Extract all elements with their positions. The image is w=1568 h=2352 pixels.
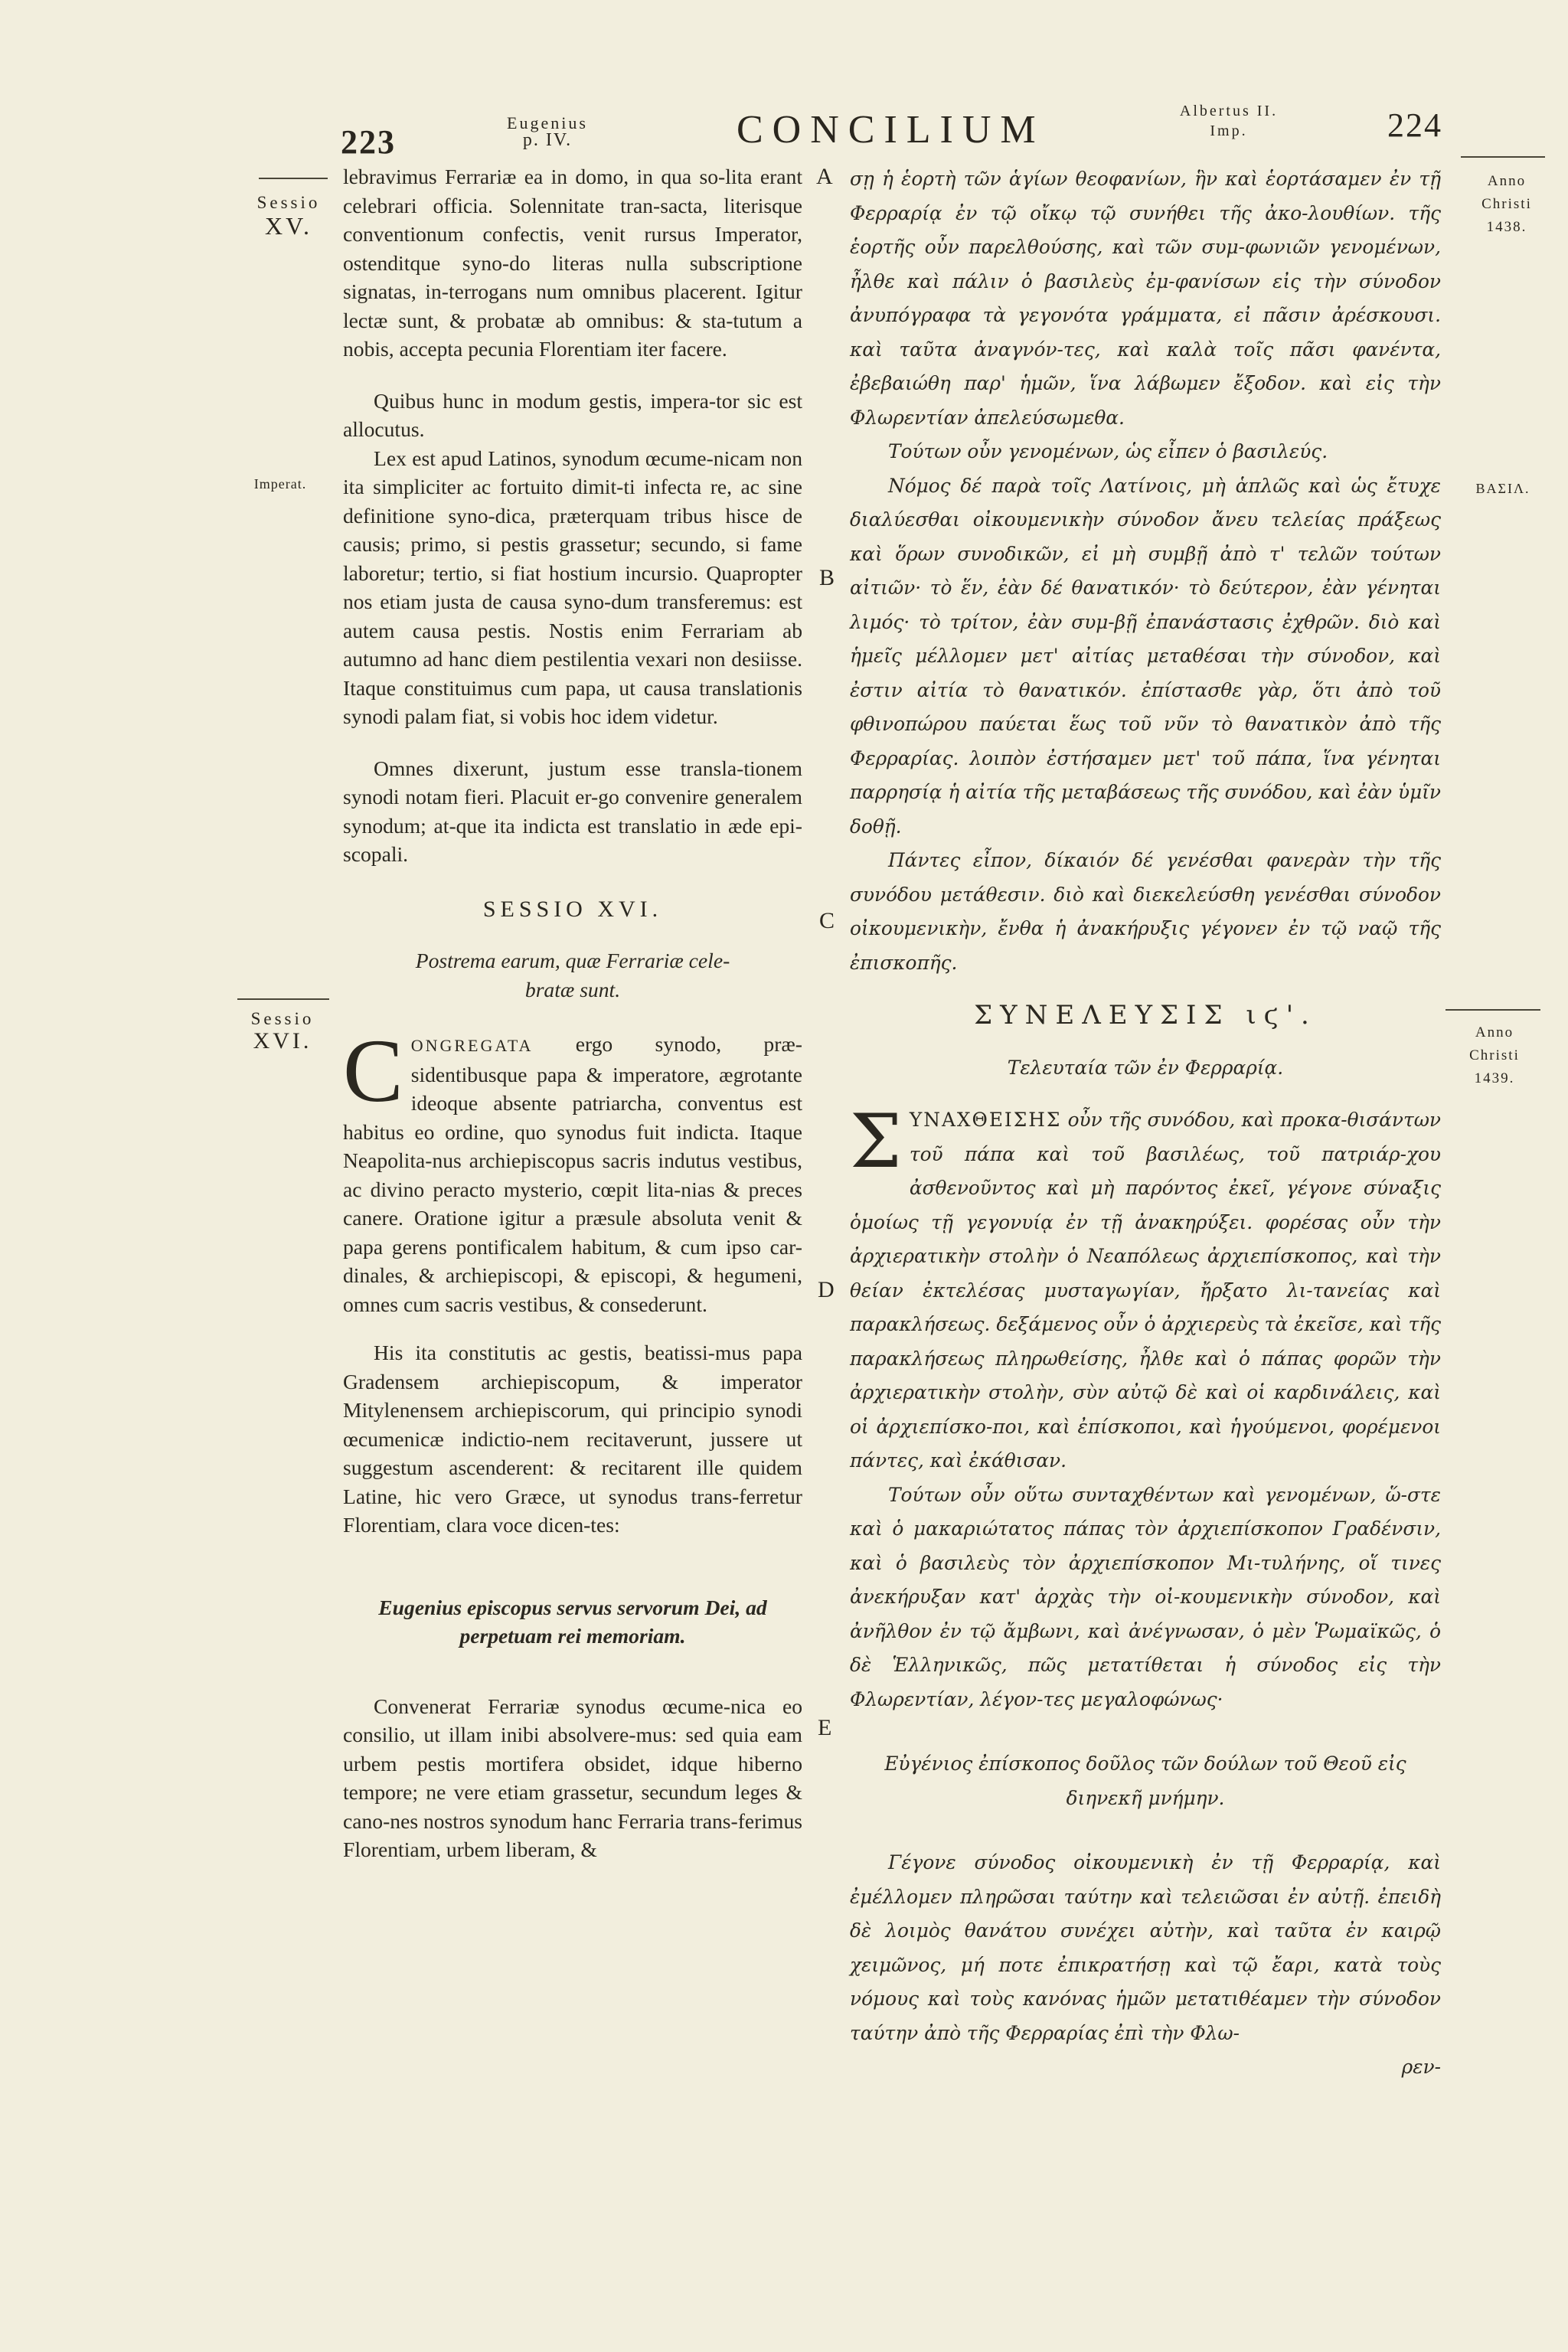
margin-rule [237, 998, 329, 1000]
latin-dropcap: C [343, 1021, 403, 1121]
latin-paragraph [343, 1021, 802, 1318]
latin-lead-word: ONGREGATA [410, 1036, 534, 1055]
running-head-left-line1: Eugenius [507, 113, 588, 132]
margin-note-sessio-xv [239, 193, 338, 239]
latin-paragraph: Omnes dixerunt, justum esse transla-tionem synodi notam fieri. Placuit er-go convenire generalem synodum; at-que ita indicta est translatio in æde epi-scopali. [343, 756, 802, 866]
greek-bull-title: Εὐγένιος ἐπίσκοπος δοῦλος τῶν δούλων τοῦ Θεοῦ εἰς διηνεκῆ μνήμην. [884, 1753, 1406, 1809]
greek-lead-word: ΥΝΑΧΘΕΙΣΗΣ [909, 1109, 1062, 1131]
latin-session-title: SESSIO XVI. [482, 896, 663, 922]
latin-column [343, 162, 802, 1864]
running-head-right [1145, 101, 1313, 141]
greek-paragraph: Νόμος δέ παρὰ τοῖς Λατίνοις, μὴ ἁπλῶς καὶ ὡς ἔτυχε διαλύεσθαι οἰκουμενικὴν σύνοδον ἄνευ τελείας πράξεως καὶ ὅρων συνοδικῶν, εἰ μὴ συμβῇ ἀπὸ τ' τελῶν τούτων αἰτιῶν· τὸ ἕν, ἐὰν δέ θανατικόν· τὸ δεύτερον, ἐὰν γένηται λιμός· τὸ τρίτον, ἐὰν συμ-βῇ ἐπανάστασις ἐχθρῶν. διὸ καὶ ἡμεῖς μέλλομεν μετ' αἰτίας μεταθέσαι τὴν σύνοδον, καὶ ἐστιν αἰτία τὸ θανατικόν. ἐπίστασθε γὰρ, ὅτι ἀπὸ τοῦ φθινοπώρου παύεται ἕως τοῦ νῦν τὸ θανατικὸν ἀπὸ τῆς Φερραρίας. λοιπὸν ἐστήσαμεν μετ' τοῦ πάπα, ἵνα γένηται παρρησίᾳ ἡ αἰτία τῆς μεταβάσεως τῆς συνόδου, καὶ ἐὰν ὑμῖν δοθῇ. [850, 474, 1441, 838]
greek-paragraph-dropcap [850, 1099, 1441, 1478]
margin-rule [1461, 156, 1545, 158]
section-letter-c: C [819, 908, 835, 933]
greek-session-title: ΣΥΝΕΛΕΥΣΙΣ ιϛ'. [974, 1000, 1317, 1031]
running-head-right-line1: Albertus II. [1179, 103, 1279, 119]
margin-rule [1446, 1009, 1540, 1011]
greek-column [850, 162, 1441, 2085]
latin-paragraph: Quibus hunc in modum gestis, impera-tor sic est allocutus. [343, 388, 802, 441]
latin-paragraph: Convenerat Ferrariæ synodus œcume-nica eo consilio, ut illam inibi absolvere-mus: sed quia eam urbem pestis mortifera obsidet, idque hiberno tempore; ne vere etiam grassetur, secundum leges & cano-nes nostros synodum hanc Ferraria trans-ferimus Florentiam, urbem liberam, & [343, 1694, 802, 1861]
latin-paragraph-text: ergo synodo, præ-sidentibusque papa & imperatore, ægrotante ideoque absente patriarcha, conventus est habitus eo ordine, quo synodus fuit indicta. Itaque Neapolita-nus archiepiscopus sacris indutus vestibus, ac divino peracto mysterio, cœpit lita-nias & preces canere. Oratione igitur a præsule absoluta venit & papa gerens pontificalem habitum, & cum ipso car-dinales, & archiepiscopi, & episcopi, & hegumeni, omnes cum sacris vestibus, & consederunt. [343, 1032, 802, 1316]
greek-paragraph: Γέγονε σύνοδος οἰκουμενικὴ ἐν τῇ Φερραρίᾳ, καὶ ἐμέλλομεν πληρῶσαι ταύτην καὶ τελειῶσαι ἐν αὐτῇ. ἐπειδὴ δὲ λοιμὸς θανάτου συνέχει αὐτὴν, καὶ ταῦτα ἐν καιρῷ χειμῶνος, μή ποτε ἐπικρατήσῃ καὶ τῷ ἔαρι, κατὰ τοὺς νόμους καὶ τοὺς κανόνας ἡμῶν μετατιθέαμεν τὴν σύνοδον ταύτην ἀπὸ τῆς Φερραρίας ἐπὶ τὴν Φλω- [850, 1851, 1441, 2044]
greek-catchword: ρεν- [1401, 2056, 1441, 2078]
margin-note-line: Christi [1469, 1047, 1520, 1063]
section-letter-b: B [819, 565, 835, 590]
section-letter-e: E [818, 1715, 832, 1740]
running-head-right-line2: Imp. [1210, 122, 1248, 139]
latin-paragraph-dropcap [343, 1021, 802, 1318]
greek-dropcap: Σ [850, 1099, 902, 1184]
margin-note-line: Anno [1487, 173, 1527, 189]
greek-paragraph: Τούτων οὖν οὕτω συνταχθέντων καὶ γενομένων, ὥ-στε καὶ ὁ μακαριώτατος πάπας τὸν ἀρχιεπίσκοπον Γραδένσιν, καὶ ὁ βασιλεὺς τὸν ἀρχιεπίσκοπον Μι-τυλήνης, οἵ τινες ἀνεκήρυξαν κατ' ἀρχὰς τὴν οἰ-κουμενικὴν σύνοδον, καὶ ἀνῆλθον ἐν τῷ ἄμβωνι, καὶ ἀνέγνωσαν, ὁ μὲν Ῥωμαϊκῶς, ὁ δὲ Ἑλληνικῶς, πῶς μετατίθεται ἡ σύνοδος εἰς τὴν Φλωρεντίαν, λέγον-τες μεγαλοφώνως· [850, 1483, 1441, 1710]
margin-note-basil: ΒΑΣΙΛ. [1475, 481, 1530, 496]
latin-paragraph: His ita constitutis ac gestis, beatissi-mus papa Gradensem archiepiscopum, & imperator Mitylenensem archiepiscorum, qui principio synodi œcumenicæ indictio-nem recitaverunt, jussere ut suggestum ascenderent: & recitarent ille quidem Latine, hic vero Græce, ut synodus trans-ferretur Florentiam, clara voce dicen-tes: [343, 1341, 802, 1537]
latin-subheading: Postrema earum, quæ Ferrariæ cele-bratæ sunt. [415, 949, 730, 1001]
running-head-left-line2: p. IV. [522, 130, 573, 150]
greek-subheading: Τελευταία τῶν ἐν Φερραρίᾳ. [1007, 1056, 1284, 1079]
greek-paragraph [850, 1099, 1441, 1478]
section-letter-a: A [816, 164, 833, 189]
running-head-left [501, 115, 593, 149]
margin-note-line: 1438. [1486, 219, 1527, 235]
section-letter-d: D [818, 1277, 835, 1302]
page-number-left: 223 [341, 123, 396, 161]
margin-rule [259, 178, 328, 179]
margin-note-line: 1439. [1474, 1070, 1515, 1086]
latin-paragraph: lebravimus Ferrariæ ea in domo, in qua so-lita erant celebrari officia. Solennitate tran-sacta, literisque conventionum confectis, venit rursus Imperator, ostenditque syno-do literas nulla subscriptione signatas, in-terrogans num omnibus placerent. Igitur lectæ sunt, & probatæ ab omnibus: & sta-tutum a nobis, accepta pecunia Florentiam iter facere. [343, 165, 802, 361]
margin-note-line: XV. [264, 212, 313, 240]
margin-note-anno-1438 [1453, 170, 1560, 239]
margin-note-imperat: Imperat. [253, 476, 307, 492]
margin-note-line: Anno [1475, 1024, 1514, 1040]
running-title: CONCILIUM [737, 108, 1045, 152]
margin-note-line: Sessio [256, 193, 321, 212]
margin-note-sessio-xvi [230, 1009, 335, 1054]
greek-paragraph-text: οὖν τῆς συνόδου, καὶ προκα-θισάντων τοῦ πάπα καὶ τοῦ βασιλέως, τοῦ πατριάρ-χου ἀσθενοῦντος καὶ μὴ παρόντος ἐκεῖ, γέγονε σύναξις ὁμοίως τῇ γεγονυίᾳ ἐν τῇ ἀνακηρύξει. φορέσας οὖν τὴν ἀρχιερατικὴν στολὴν ὁ Νεαπόλεως ἀρχιεπίσκοπος, καὶ τὴν θείαν ἐκτελέσας μυσταγωγίαν, ἤρξατο λι-τανείας καὶ παρακλήσεως. δεξάμενος οὖν ὁ ἀρχιερεὺς τὰ ἐκεῖσε, καὶ τῆς παρακλήσεως πληρωθείσης, ἦλθε καὶ ὁ πάπας φορῶν τὴν ἀρχιερατικὴν στολὴν, σὺν αὐτῷ δὲ καὶ οἱ καρδινάλεις, καὶ οἱ ἀρχιεπίσκο-ποι, καὶ ἐπίσκοποι, καὶ ἡγούμενοι, φορέμενοι πάντες, καὶ ἐκάθισαν. [850, 1109, 1441, 1472]
margin-note-line: XVI. [253, 1028, 312, 1054]
latin-paragraph: Lex est apud Latinos, synodum œcume-nicam non ita simpliciter ac fortuito dimit-ti infecta re, ac sine definitione syno-dica, præterquam tribus hisce de causis; primo, si pestis grassetur; secundo, si fame laboretur; tertio, si fiat hostium incursio. Quapropter nos etiam justa de causa syno-dum transferemus: est autem causa pestis. Nostis enim Ferrariam ab autumno ad hanc diem pestilentia vexari non desiisse. Itaque constituimus cum papa, ut causa translationis synodi palam fiat, si vobis hoc idem videtur. [343, 446, 802, 728]
margin-note-anno-1439 [1441, 1021, 1548, 1090]
greek-paragraph: σῃ ἡ ἑορτὴ τῶν ἁγίων θεοφανίων, ἣν καὶ ἑορτάσαμεν ἐν τῇ Φερραρίᾳ ἐν τῷ οἴκῳ τῷ συνήθει τῆς ἀκο-λουθίων. τῆς ἑορτῆς οὖν παρελθούσης, καὶ τῶν συμ-φωνιῶν γενομένων, ἦλθε καὶ πάλιν ὁ βασιλεὺς ἐμ-φανίσων εἰς τὴν σύνοδον ἀνυπόγραφα τὰ γεγονότα γράμματα, εἰ πᾶσιν ἀρέσκουσι. καὶ ταῦτα ἀναγνόν-τες, καὶ καλὰ τοῖς πᾶσι φανέντα, ἐβεβαιώθη παρ' ἡμῶν, ἵνα λάβωμεν ἔξοδον. καὶ εἰς τὴν Φλωρεντίαν ἀπελεύσωμεθα. [850, 168, 1441, 429]
margin-note-line: Sessio [250, 1009, 315, 1028]
page-number-right: 224 [1387, 106, 1442, 144]
greek-paragraph: Πάντες εἶπον, δίκαιόν δέ γενέσθαι φανερὰν τὴν τῆς συνόδου μετάθεσιν. διὸ καὶ διεκελεύσθη γενέσθαι σύνοδον οἰκουμενικὴν, ἔνθα ἡ ἀνακήρυξις γέγονεν ἐν τῷ ναῷ τῆς ἐπισκοπῆς. [850, 849, 1441, 974]
greek-paragraph: Τούτων οὖν γενομένων, ὡς εἶπεν ὁ βασιλεύς. [888, 440, 1328, 462]
margin-note-line: Christi [1481, 196, 1532, 212]
latin-bull-title: Eugenius episcopus servus servorum Dei, ad perpetuam rei memoriam. [378, 1595, 767, 1648]
